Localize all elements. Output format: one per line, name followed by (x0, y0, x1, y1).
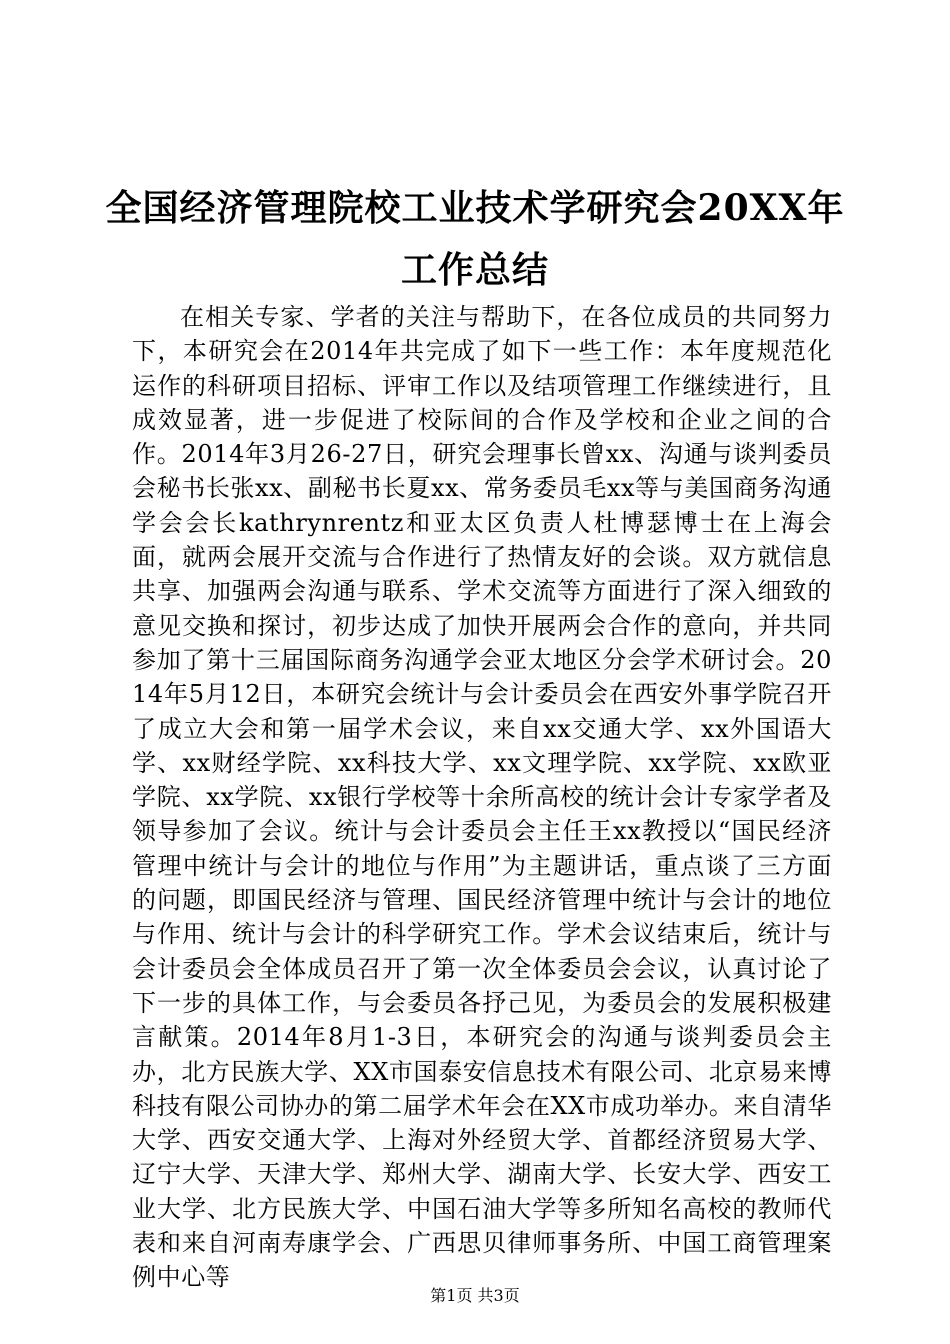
document-title-line2: 工作总结 (400, 249, 549, 291)
page-footer: 第1页 共3页 (430, 1286, 520, 1305)
document-title-line1: 全国经济管理院校工业技术学研究会20XX年 (105, 187, 845, 229)
body-paragraph: 在相关专家、学者的关注与帮助下，在各位成员的共同努力下，本研究会在2014年共完成了如下一些工作：本年度规范化运作的科研项目招标、评审工作以及结项管理工作继续进行，且成效显著，进一步促进了校际间的合作及学校和企业之间的合作。2014年3月26-27日，研究会理事长曾xx、沟通与谈判委员会秘书长张xx、副秘书长夏xx、常务委员毛xx等与美国商务沟通学会会长kathrynrentz和亚太区负责人杜博瑟博士在上海会面，就两会展开交流与合作进行了热情友好的会谈。双方就信息共享、加强两会沟通与联系、学术交流等方面进行了深入细致的意见交换和探讨，初步达成了加快开展两会合作的意向，并共同参加了第十三届国际商务沟通学会亚太地区分会学术研讨会。2014年5月12日，本研究会统计与会计委员会在西安外事学院召开了成立大会和第一届学术会议，来自xx交通大学、xx外国语大学、xx财经学院、xx科技大学、xx文理学院、xx学院、xx欧亚学院、xx学院、xx银行学校等十余所高校的统计会计专家学者及领导参加了会议。统计与会计委员会主任王xx教授以“国民经济管理中统计与会计的地位与作用”为主题讲话，重点谈了三方面的问题，即国民经济与管理、国民经济管理中统计与会计的地位与作用、统计与会计的科学研究工作。学术会议结束后，统计与会计委员会全体成员召开了第一次全体委员会会议，认真讨论了下一步的具体工作，与会委员各抒己见，为委员会的发展积极建言献策。2014年8月1-3日，本研究会的沟通与谈判委员会主办，北方民族大学、XX市国泰安信息技术有限公司、北京易来博科技有限公司协办的第二届学术年会在XX市成功举办。来自清华大学、西安交通大学、上海对外经贸大学、首都经济贸易大学、辽宁大学、天津大学、郑州大学、湖南大学、长安大学、西安工业大学、北方民族大学、中国石油大学等多所知名高校的教师代表和来自河南寿康学会、广西思贝律师事务所、中国工商管理案例中心等 (132, 303, 832, 1292)
